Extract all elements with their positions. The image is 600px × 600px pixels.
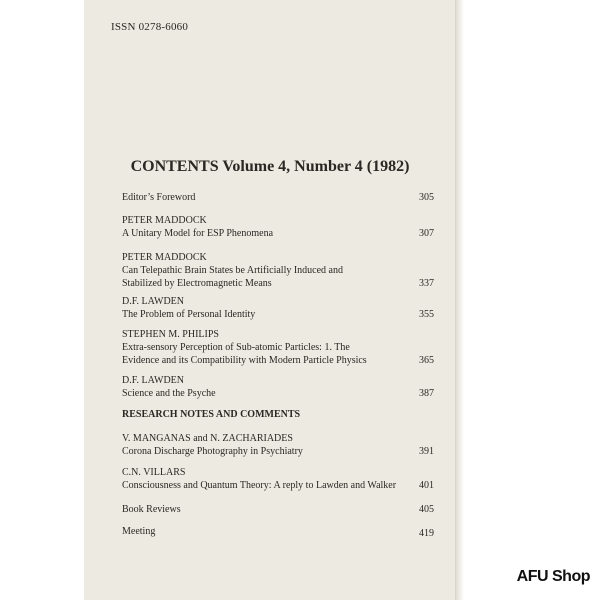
entry-title: Editor’s Foreword	[122, 192, 196, 203]
entry-title: Book Reviews	[122, 504, 181, 515]
journal-page	[84, 0, 456, 600]
entry-title-line: Can Telepathic Brain States be Artificially Induced and	[122, 265, 343, 276]
toc-entry	[122, 374, 434, 400]
entry-title: A Unitary Model for ESP Phenomena	[122, 228, 274, 239]
entry-page-number: 391	[419, 446, 434, 457]
entry-page-number: 355	[419, 309, 434, 320]
entry-page-number: 405	[419, 504, 434, 515]
entry-title: The Problem of Personal Identity	[122, 309, 256, 320]
entry-title-line: Evidence and its Compatibility with Modern Particle Physics	[122, 355, 367, 366]
toc-entry-foreword	[122, 191, 434, 204]
entry-title: Science and the Psyche	[122, 388, 216, 399]
entry-page-number: 419	[419, 528, 434, 539]
entry-title: Consciousness and Quantum Theory: A reply to Lawden and Walker	[122, 480, 397, 491]
toc-entry	[122, 432, 434, 458]
entry-page-number: 307	[419, 228, 434, 239]
toc-entry-meeting	[122, 525, 434, 538]
entry-page-number: 387	[419, 388, 434, 399]
toc-entry	[122, 214, 434, 240]
entry-page-number: 337	[419, 278, 434, 289]
toc-entry	[122, 295, 434, 321]
toc-entry-book-reviews	[122, 503, 434, 516]
entry-author: STEPHEN M. PHILIPS	[122, 329, 219, 340]
issn-number: ISSN 0278-6060	[111, 21, 189, 33]
shop-logo: AFU Shop	[516, 568, 590, 585]
toc-entry	[122, 251, 434, 290]
entry-page-number: 365	[419, 355, 434, 366]
entry-author: D.F. LAWDEN	[122, 296, 185, 307]
page-edge-shadow	[456, 0, 464, 600]
toc-entry	[122, 328, 434, 367]
entry-page-number: 305	[419, 192, 434, 203]
contents-title: CONTENTS Volume 4, Number 4 (1982)	[130, 158, 410, 175]
research-notes-heading: RESEARCH NOTES AND COMMENTS	[122, 409, 301, 420]
entry-title: Meeting	[122, 526, 156, 537]
entry-author: D.F. LAWDEN	[122, 375, 185, 386]
toc-entry	[122, 466, 434, 492]
entry-title-line: Stabilized by Electromagnetic Means	[122, 278, 272, 289]
entry-page-number: 401	[419, 480, 434, 491]
entry-author: PETER MADDOCK	[122, 252, 207, 263]
entry-title: Corona Discharge Photography in Psychiatry	[122, 446, 303, 457]
entry-author: PETER MADDOCK	[122, 215, 207, 226]
entry-author: V. MANGANAS and N. ZACHARIADES	[122, 433, 293, 444]
entry-title-line: Extra-sensory Perception of Sub-atomic Particles: 1. The	[122, 342, 350, 353]
entry-author: C.N. VILLARS	[122, 467, 186, 478]
